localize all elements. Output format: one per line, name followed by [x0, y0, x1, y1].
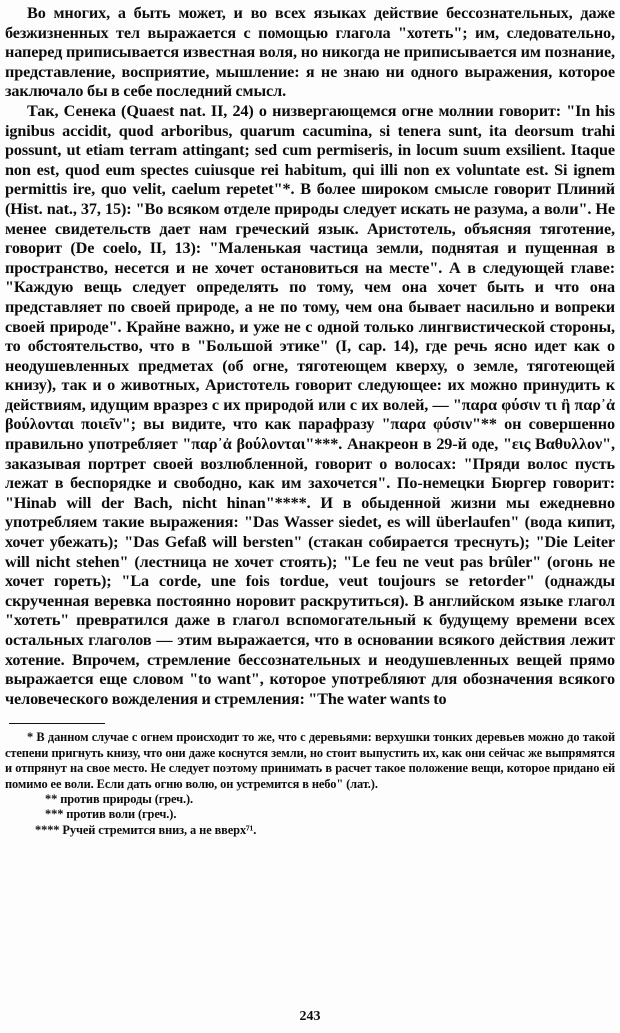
footnotes	[5, 730, 615, 838]
paragraph-1: Во многих, а быть может, и во всех языках действие бессознательных, даже безжизненных тел выражается с помощью глагола "хотеть"; им, следовательно, наперед приписывается известная воля, но никогда не приписывается им познание, представление, восприятие, мышление: я не знаю ни одного выражения, которое заключало бы в себе последний смысл.	[5, 4, 615, 101]
footnote-divider	[9, 723, 105, 724]
footnote-1: * В данном случае с огнем происходит то же, что с деревьями: верхушки тонких деревьев можно до такой степени пригнуть книзу, что они даже коснутся земли, но стоит выпустить их, как они сейчас же выпрямятся и отпрянут на свое место. Не следует поэтому принимать в расчет такое положение вещи, которое придано ей помимо ее воли. Если дать огню волю, он устремится в небо" (лат.).	[5, 730, 615, 791]
footnote-3: *** против воли (греч.).	[45, 807, 177, 822]
footnote-4: **** Ручей стремится вниз, а не вверх⁷¹.	[35, 822, 257, 837]
footnote-2: ** против природы (греч.).	[45, 792, 194, 806]
main-text	[5, 4, 615, 709]
page-number: 243	[299, 1009, 321, 1024]
paragraph-2: Так, Сенека (Quaest nat. II, 24) о низвергающемся огне молнии говорит: "In his ignibus accidit, quod arboribus, quarum cacumina, si tenera sunt, ita deorsum trahi possunt, ut etiam terram attingant; sed cum permiseris, in locum suum exsilient. Itaque non est, quod eum spectes cuiusque rei habitum, qui illi non ex voluntate est. Si ignem permittis ire, quo velit, caelum repetet"*. В более широком смысле говорит Плиний (Hist. nat., 37, 15): "Во всяком отделе природы следует искать не разума, а воли". Не менее свидетельств дает нам греческий язык. Аристотель, объясняя тяготение, говорит (De coelo, II, 13): "Маленькая частица земли, поднятая и пущенная в пространство, несется и не хочет остановиться на месте". А в следующей главе: "Каждую вещь следует определять по тому, чем она хочет быть и что она представляет по своей природе, а не по тому, чем она бывает насильно и вопреки своей природе". Крайне важно, и уже не с одной только лингвистической стороны, то обстоятельство, что в "Большой этике" (I, cap. 14), где речь ясно идет как о неодушевленных предметах (об огне, тяготеющем кверху, о земле, тяготеющей книзу), так и о животных, Аристотель говорит следующее: их можно принудить к действиям, идущим вразрез с их природой или с их волей, — "παρα φύσιν τι ἢ παρ᾽ἀ βούλονται ποιεῖν"; вы видите, что как парафразу "παρα φύσιν"** он совершенно правильно употребляет "παρ᾽ἀ βούλονται"***. Анакреон в 29-й оде, "εις Βαθυλλον", заказывая портрет своей возлюбленной, говорит о волосах: "Пряди волос пусть лежат в беспорядке и свободно, как им захочется". По-немецки Бюргер говорит: "Hinab will der Bach, nicht hinan"****. И в обыденной жизни мы ежедневно употребляем такие выражения: "Das Wasser siedet, es will überlaufen" (вода кипит, хочет убежать); "Das Gefaß will bersten" (стакан собирается треснуть); "Die Leiter will nicht stehen" (лестница не хочет стоять); "Le feu ne veut pas brûler" (огонь не хочет гореть); "La corde, une fois tordue, veut toujours se retorder" (однажды скрученная веревка постоянно норовит раскрутиться). В английском языке глагол "хотеть" превратился даже в глагол вспомогательный к будущему времени всех остальных глаголов — этим выражается, что в основании всякого действия лежит хотение. Впрочем, стремление бессознательных и неодушевленных вещей прямо выражается еще словом "to want", которое употребляют для обозначения всякого человеческого вожделения и стремления: "The water wants to	[5, 101, 615, 708]
